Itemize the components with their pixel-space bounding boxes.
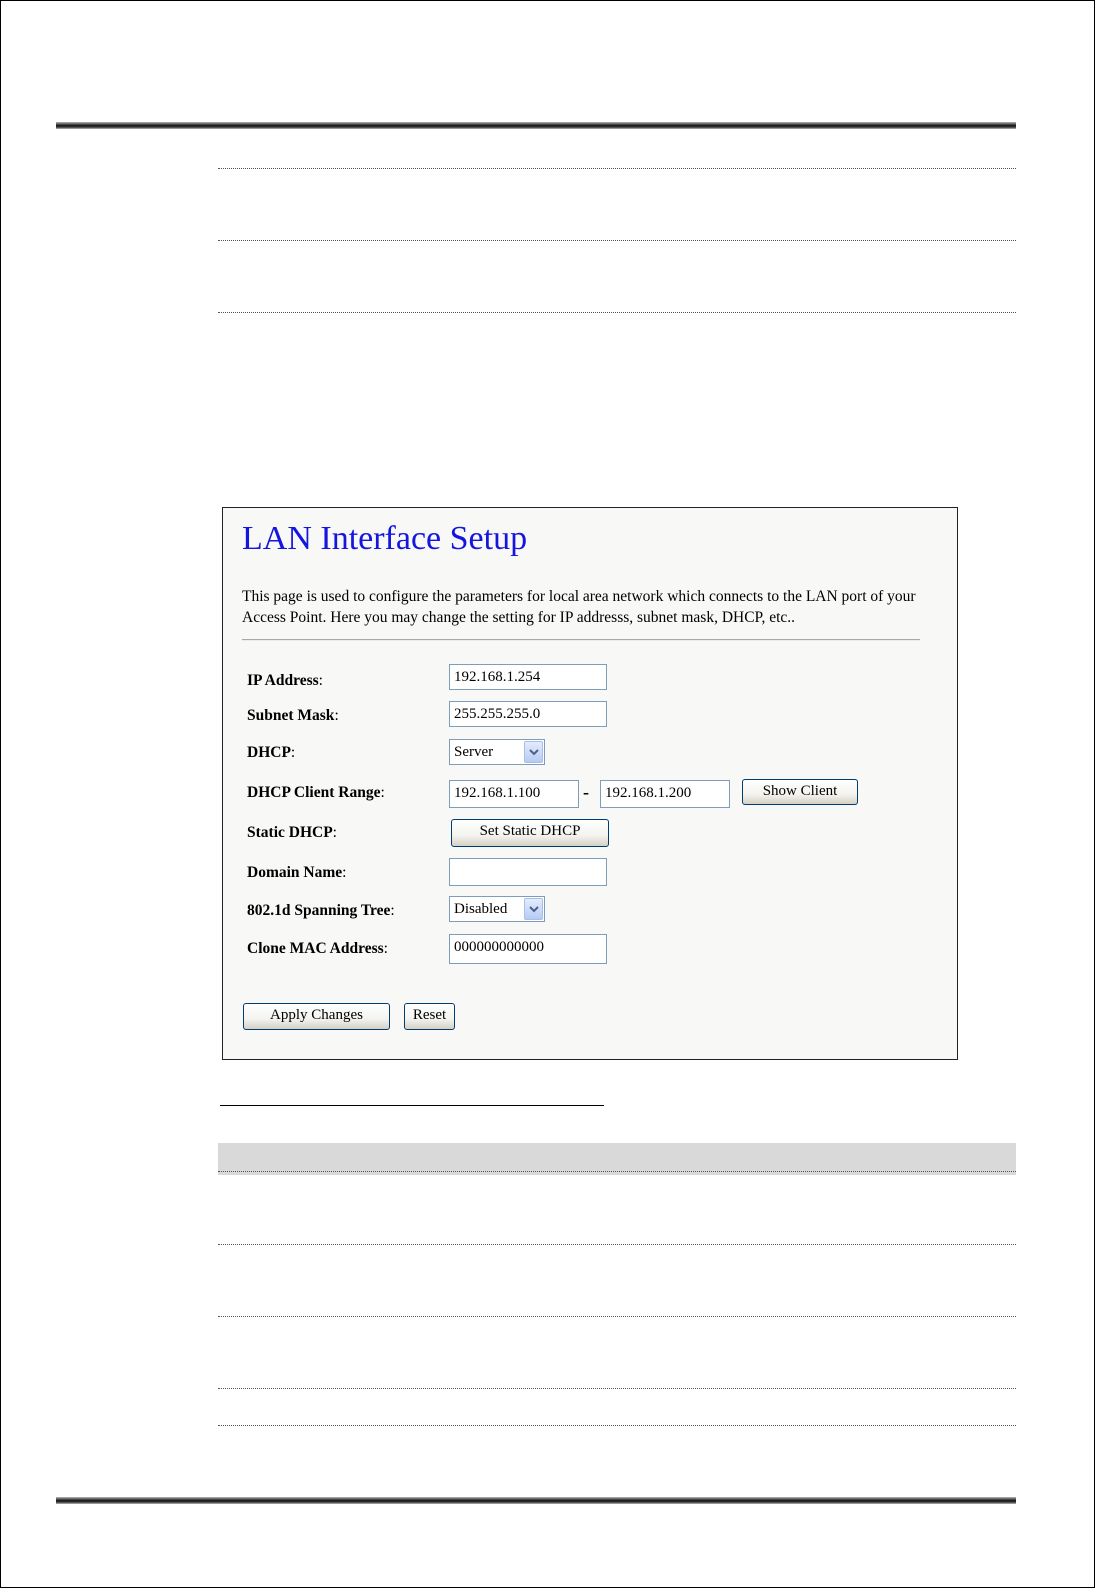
table-divider [218, 1388, 1016, 1389]
caption-underline [220, 1105, 604, 1106]
static-dhcp-label: Static DHCP: [247, 824, 337, 841]
lan-setup-screenshot [222, 507, 958, 1060]
table-divider [218, 1425, 1016, 1426]
range-separator: - [583, 782, 589, 802]
domain-name-label: Domain Name: [247, 864, 347, 881]
footer-rule [56, 1497, 1016, 1504]
dhcp-label: DHCP: [247, 744, 296, 761]
page-description: This page is used to configure the parameters for local area network which connects to the LAN port of your Access Point. Here you may change the setting for IP addresss, subnet mask, DHCP, etc.. [242, 588, 916, 626]
spanning-tree-label: 802.1d Spanning Tree: [247, 902, 395, 919]
subnet-mask-label: Subnet Mask: [247, 707, 339, 724]
ip-address-label: IP Address: [247, 672, 323, 689]
show-client-button[interactable]: Show Client [742, 779, 858, 805]
dhcp-selected-value: Server [454, 744, 494, 760]
dhcp-client-range-label: DHCP Client Range: [247, 784, 385, 801]
domain-name-input[interactable] [449, 858, 607, 886]
ip-address-input[interactable]: 192.168.1.254 [449, 664, 607, 690]
header-rule [56, 122, 1016, 129]
subnet-mask-input[interactable]: 255.255.255.0 [449, 701, 607, 727]
table-divider [218, 240, 1016, 241]
dhcp-select[interactable] [449, 739, 545, 765]
set-static-dhcp-button[interactable]: Set Static DHCP [451, 819, 609, 847]
table-divider [218, 1171, 1016, 1172]
apply-changes-button[interactable]: Apply Changes [243, 1003, 390, 1030]
table-divider [218, 312, 1016, 313]
table-divider [218, 168, 1016, 169]
chevron-down-icon[interactable] [524, 898, 543, 920]
page-title: LAN Interface Setup [242, 520, 528, 557]
spanning-tree-select[interactable] [449, 896, 545, 922]
separator [242, 639, 920, 641]
clone-mac-input[interactable]: 000000000000 [449, 934, 607, 964]
spanning-tree-selected-value: Disabled [454, 901, 508, 917]
table-divider [218, 1244, 1016, 1245]
table-divider [218, 1316, 1016, 1317]
dhcp-range-start-input[interactable]: 192.168.1.100 [449, 780, 579, 808]
dhcp-range-end-input[interactable]: 192.168.1.200 [600, 780, 730, 808]
reset-button[interactable]: Reset [404, 1003, 455, 1030]
clone-mac-label: Clone MAC Address: [247, 940, 388, 957]
chevron-down-icon[interactable] [524, 741, 543, 763]
